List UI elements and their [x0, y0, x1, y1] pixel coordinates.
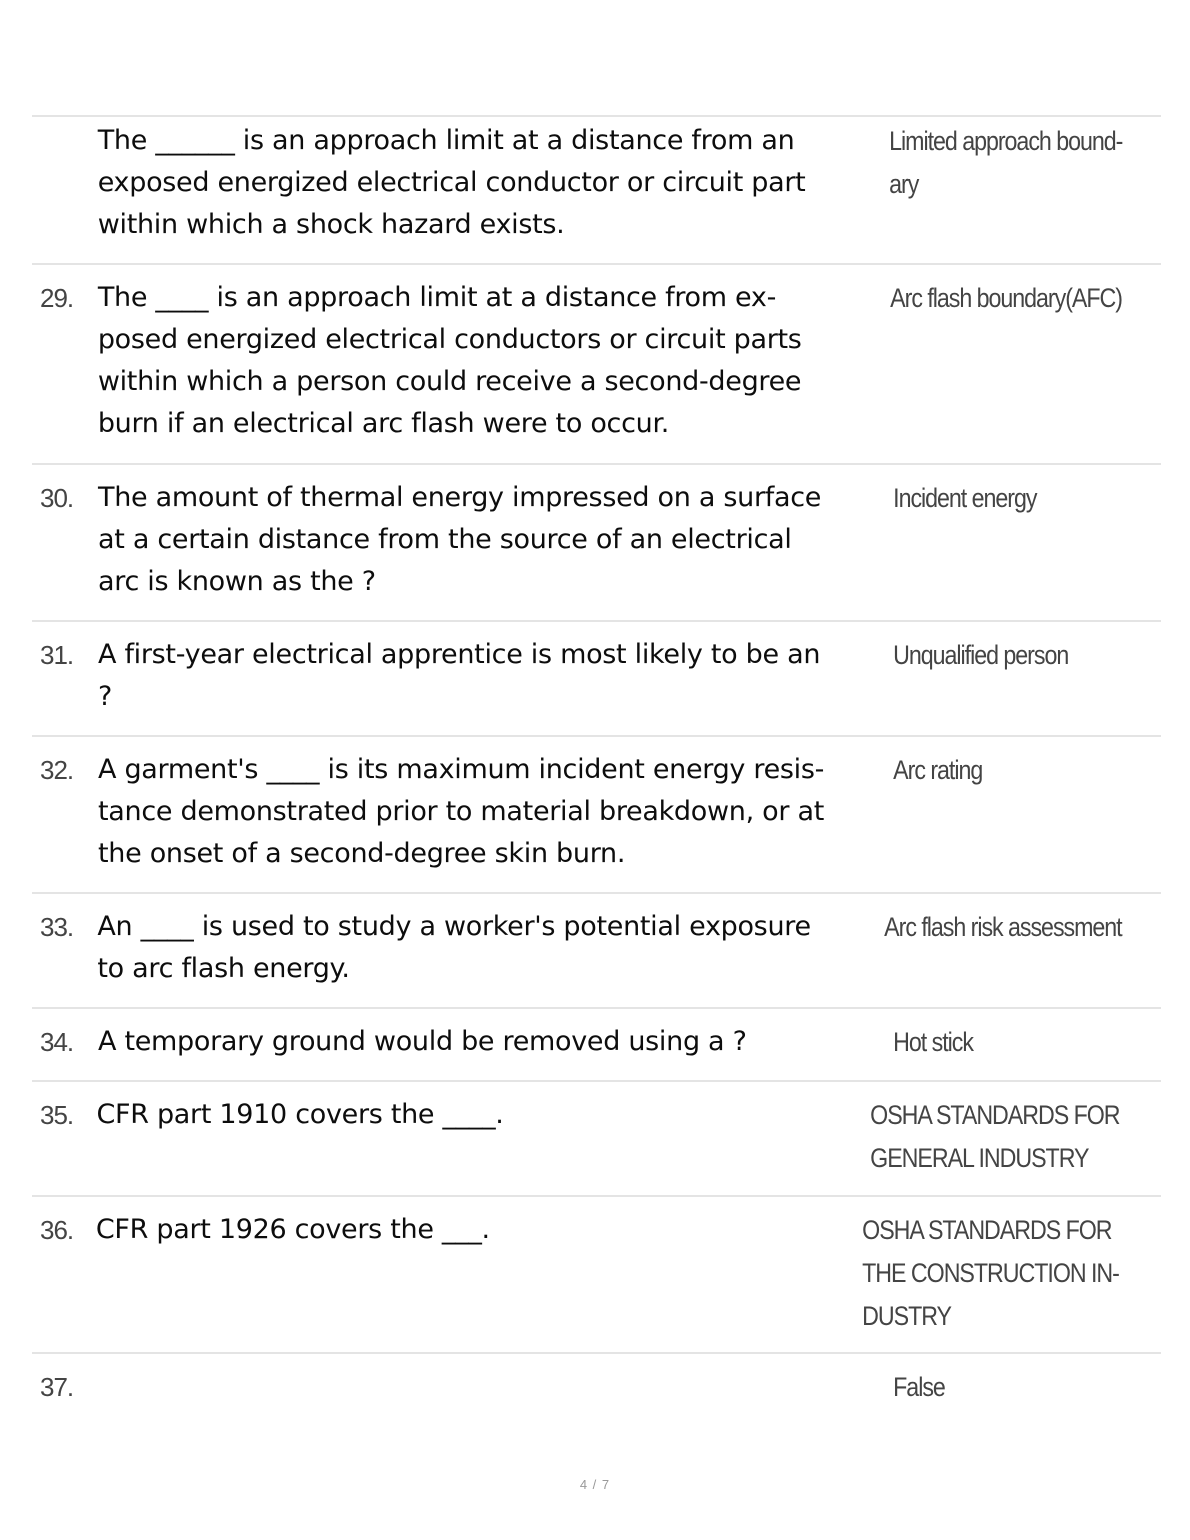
answer-line: GENERAL INDUSTRY: [870, 1143, 1089, 1173]
card-row: [32, 620, 1161, 735]
question-number: 34.: [40, 1027, 74, 1057]
answer-line: False: [893, 1372, 945, 1402]
card-row: [32, 735, 1161, 892]
question-line: within which a shock hazard exists.: [97, 209, 565, 240]
answer-line: Limited approach bound-: [889, 126, 1123, 156]
question-text: [98, 749, 888, 892]
question-line: ?: [98, 681, 113, 712]
question-line: at a certain distance from the source of an electrical: [98, 524, 792, 555]
answer-text: [885, 277, 1122, 463]
answer-text: [888, 1021, 1123, 1080]
question-text: [98, 1366, 888, 1432]
question-line: burn if an electrical arc flash were to occur.: [97, 408, 670, 439]
answer-text: [884, 120, 1122, 263]
answer-line: Incident energy: [893, 483, 1037, 513]
question-number: 32.: [40, 755, 74, 785]
question-line: CFR part 1910 covers the ____.: [96, 1099, 504, 1130]
question-line: CFR part 1926 covers the ___.: [95, 1214, 490, 1245]
answer-line: Unqualified person: [893, 640, 1069, 670]
question-text: [97, 906, 879, 1007]
answer-line: Hot stick: [893, 1027, 973, 1057]
question-text: [96, 1209, 857, 1352]
question-line: An ____ is used to study a worker's potential exposure: [97, 911, 811, 942]
question-text: [98, 1021, 888, 1080]
question-line: A first-year electrical apprentice is most likely to be an: [98, 639, 821, 670]
answer-line: OSHA STANDARDS FOR: [870, 1100, 1120, 1130]
question-number: 36.: [40, 1215, 74, 1245]
question-line: The ______ is an approach limit at a distance from an: [97, 125, 795, 156]
question-number: 35.: [40, 1100, 74, 1130]
answer-line: DUSTRY: [861, 1301, 951, 1331]
question-number: 29.: [40, 283, 74, 313]
answer-text: [879, 906, 1122, 1007]
answer-line: OSHA STANDARDS FOR: [861, 1215, 1112, 1245]
question-line: within which a person could receive a second-degree: [97, 366, 802, 397]
answer-text: [888, 1366, 1123, 1432]
card-row: [32, 1007, 1161, 1080]
answer-line: Arc flash boundary(AFC): [890, 283, 1123, 313]
answer-text: [888, 634, 1123, 735]
answer-text: [888, 749, 1123, 892]
page-number: 4 / 7: [579, 1477, 611, 1492]
card-row: [32, 1352, 1161, 1432]
question-line: posed energized electrical conductors or circuit parts: [97, 324, 802, 355]
question-text: [98, 634, 888, 735]
question-text: [96, 1094, 865, 1195]
question-line: A temporary ground would be removed using a ?: [98, 1026, 747, 1057]
question-line: The ____ is an approach limit at a distance from ex-: [97, 282, 777, 313]
question-number: 37.: [40, 1372, 74, 1402]
question-number: 30.: [40, 483, 74, 513]
card-row: [32, 892, 1161, 1007]
question-text: [98, 477, 888, 620]
question-text: [98, 120, 884, 263]
answer-text: [888, 477, 1123, 620]
card-row: [32, 115, 1161, 263]
question-line: exposed energized electrical conductor or circuit part: [97, 167, 806, 198]
card-row: [32, 1080, 1161, 1195]
question-line: to arc flash energy.: [97, 953, 350, 984]
question-line: tance demonstrated prior to material breakdown, or at: [98, 796, 824, 827]
answer-line: Arc rating: [893, 755, 983, 785]
answer-text: [865, 1094, 1120, 1195]
question-number: [32, 120, 98, 263]
answer-line: THE CONSTRUCTION IN-: [861, 1258, 1119, 1288]
question-number: 33.: [40, 912, 74, 942]
flashcard-table: [32, 115, 1161, 1432]
question-line: A garment's ____ is its maximum incident energy resis-: [98, 754, 825, 785]
card-row: [32, 263, 1161, 463]
question-number: 31.: [40, 640, 74, 670]
question-text: [98, 277, 886, 463]
card-row: [32, 1195, 1161, 1352]
answer-line: ary: [889, 169, 919, 199]
card-row: [32, 463, 1161, 620]
question-line: arc is known as the ?: [98, 566, 376, 597]
answer-line: Arc flash risk assessment: [884, 912, 1122, 942]
question-line: the onset of a second-degree skin burn.: [98, 838, 626, 869]
answer-text: [857, 1209, 1119, 1352]
question-line: The amount of thermal energy impressed on a surface: [98, 482, 822, 513]
